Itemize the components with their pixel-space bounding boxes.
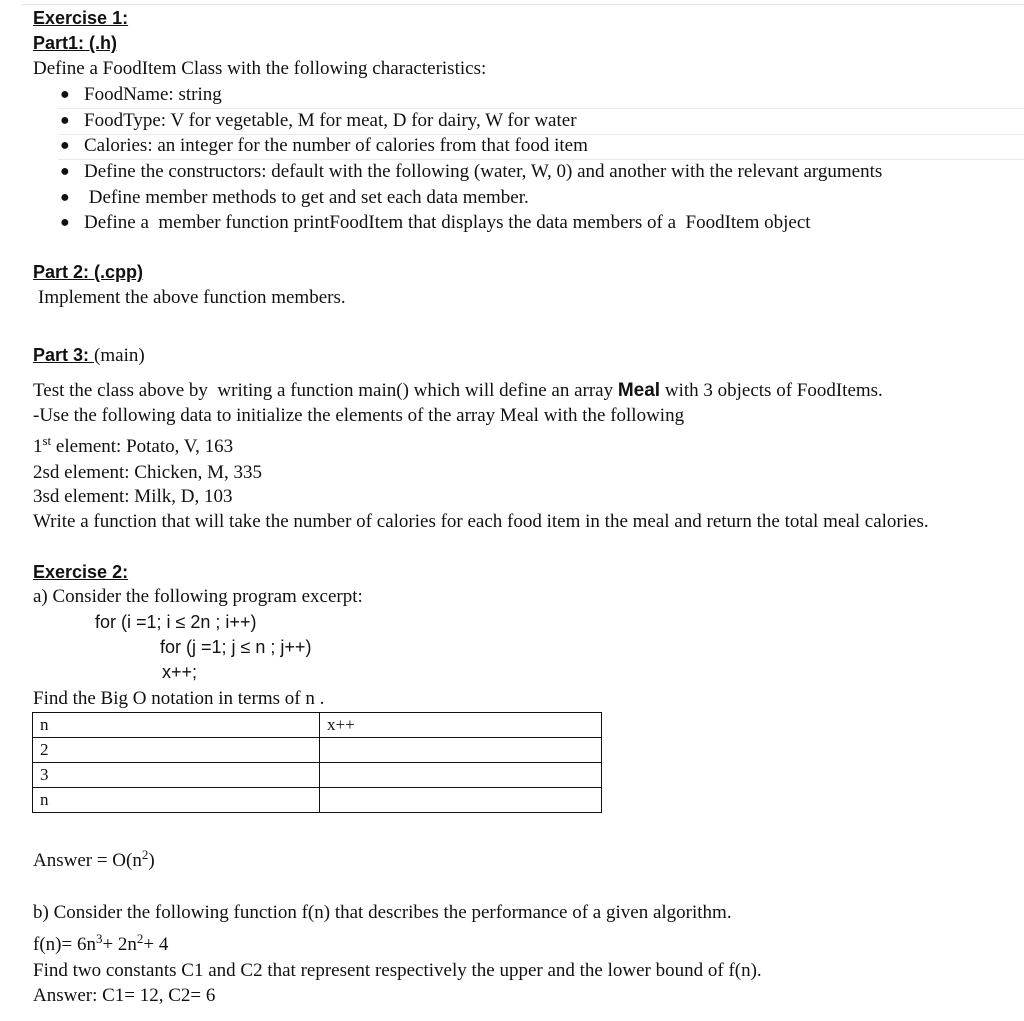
find-bigo-line: Find the Big O notation in terms of n . bbox=[33, 688, 325, 709]
part1-title: Part1: (.h) bbox=[33, 33, 118, 53]
bullet-icon: ● bbox=[60, 214, 70, 232]
part2-text: Implement the above function members. bbox=[38, 287, 346, 308]
list-item: ● Define the constructors: default with the following (water, W, 0) and another with the relevant arguments bbox=[60, 161, 883, 183]
code-line-body: x++; bbox=[162, 662, 198, 682]
meal-keyword: Meal bbox=[617, 380, 661, 401]
part1-intro: Define a FoodItem Class with the following characteristics: bbox=[33, 58, 487, 79]
table-header-row bbox=[33, 713, 602, 738]
exercise1-title: Exercise 1: bbox=[33, 8, 129, 28]
bullet-icon: ● bbox=[60, 163, 70, 181]
header-x: x++ bbox=[320, 713, 602, 738]
table-cell: n bbox=[33, 788, 320, 813]
bullet-icon: ● bbox=[60, 86, 70, 103]
table-row bbox=[33, 738, 602, 763]
header-n: n bbox=[33, 713, 320, 738]
function-definition: $f(n)= 6n^3+ 2n^2+ 4$ bbox=[33, 931, 169, 955]
list-item: ● Define a member function printFoodItem that displays the data members of a FoodItem object bbox=[60, 212, 811, 234]
part-b-intro: b) Consider the following function f(n) that describes the performance of a given algorithm. bbox=[33, 902, 732, 923]
part2-title: Part 2: (.cpp) bbox=[33, 262, 144, 282]
test-line: Test the class above by writing a function main() which will define an array Meal with 3 objects of FoodItems. bbox=[33, 380, 883, 401]
bullet-icon: ● bbox=[60, 188, 70, 206]
table-row bbox=[33, 763, 602, 788]
bullet-icon: ● bbox=[60, 111, 70, 129]
divider bbox=[58, 159, 1024, 160]
answer-a: Answer = $O(n^2)$ bbox=[33, 847, 155, 871]
list-item: ● FoodName: string bbox=[60, 84, 222, 105]
list-item: ● Calories: an integer for the number of calories from that food item bbox=[60, 135, 588, 157]
part3-suffix: (main) bbox=[94, 345, 145, 366]
element-3: 3sd element: Milk, D, 103 bbox=[33, 486, 233, 507]
use-line: -Use the following data to initialize the elements of the array Meal with the following bbox=[33, 405, 685, 426]
part-a-intro: a) Consider the following program excerpt: bbox=[33, 586, 363, 607]
bigo-table bbox=[32, 712, 602, 813]
table-cell bbox=[320, 788, 602, 813]
table-cell: 2 bbox=[33, 738, 320, 763]
divider bbox=[58, 134, 1024, 135]
table-cell bbox=[320, 738, 602, 763]
find-constants-line: Find two constants C1 and C2 that represent respectively the upper and the lower bound of f(n). bbox=[33, 960, 762, 981]
part3-heading bbox=[33, 345, 145, 367]
element-2: 2sd element: Chicken, M, 335 bbox=[33, 462, 263, 483]
table-cell bbox=[320, 763, 602, 788]
code-line-inner-loop: for (j =1; j ≤ n ; j++) bbox=[160, 637, 312, 657]
list-item: ● Define member methods to get and set each data member. bbox=[60, 186, 529, 208]
divider bbox=[58, 108, 1024, 109]
write-line: Write a function that will take the number of calories for each food item in the meal and return the total meal calories. bbox=[33, 511, 929, 532]
top-rule bbox=[22, 4, 1024, 5]
list-item: ● FoodType: V for vegetable, M for meat, D for dairy, W for water bbox=[60, 109, 577, 131]
exercise2-title: Exercise 2: bbox=[33, 562, 129, 582]
part3-title: Part 3: bbox=[33, 345, 95, 365]
table-row bbox=[33, 788, 602, 813]
bullet-icon: ● bbox=[60, 137, 70, 155]
answer-b: Answer: C1= 12, C2= 6 bbox=[33, 985, 216, 1006]
table-cell: 3 bbox=[33, 763, 320, 788]
element-1: 1st element: Potato, V, 163 bbox=[33, 433, 234, 457]
code-line-outer-loop: for (i =1; i ≤ 2n ; i++) bbox=[95, 612, 257, 632]
